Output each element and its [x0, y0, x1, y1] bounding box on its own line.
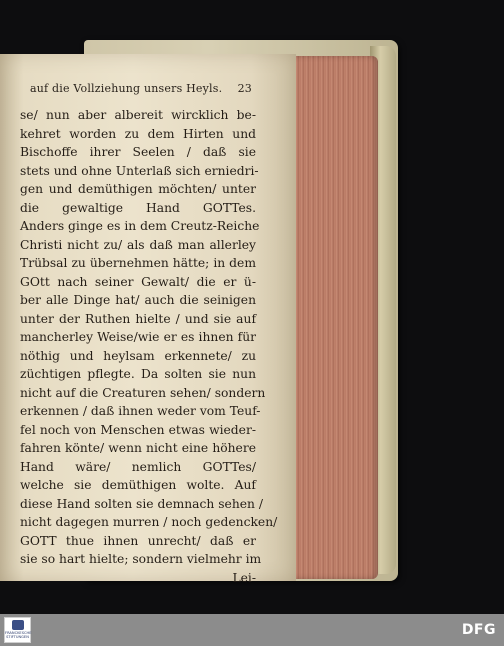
text-line: Bischoffe ihrer Seelen / daß sie — [20, 145, 256, 159]
text-line: fahren könte/ wenn nicht eine höhere — [20, 441, 256, 455]
text-line: Christi nicht zu/ als daß man allerley — [20, 237, 256, 252]
page-number: 23 — [237, 82, 252, 95]
dfg-logo[interactable]: DFG — [461, 622, 496, 638]
text-line: GOtt nach seiner Gewalt/ die er ü- — [20, 274, 256, 289]
text-line: nicht dagegen murren / noch gedencken/ — [20, 515, 278, 529]
library-logo-icon — [12, 620, 24, 630]
text-line: nicht auf die Creaturen sehen/ sondern — [20, 385, 266, 400]
text-line: GOTT thue ihnen unrecht/ daß er — [20, 533, 256, 548]
text-line: Anders ginge es in dem Creutz-Reiche — [20, 219, 260, 233]
viewer-footer — [0, 614, 504, 646]
text-line: die gewaltige Hand GOTTes. — [20, 200, 256, 215]
library-logo[interactable] — [4, 617, 31, 643]
text-line: erkennen / daß ihnen weder vom Teuf- — [20, 404, 261, 418]
running-head: auf die Vollziehung unsers Heyls. — [30, 82, 223, 95]
library-logo-text: FRANCKESCHE STIFTUNGEN — [5, 631, 32, 639]
book — [0, 40, 398, 585]
text-line: welche sie demüthigen wolte. Auf — [20, 478, 256, 492]
page-header — [30, 82, 250, 100]
text-line: gen und demüthigen möchten/ unter — [20, 182, 256, 196]
book-page — [0, 54, 296, 585]
text-line: züchtigen pflegte. Da solten sie nun — [20, 367, 256, 381]
text-line: mancherley Weise/wie er es ihnen für — [20, 330, 256, 344]
text-line: ber alle Dinge hat/ auch die seinigen — [20, 293, 256, 307]
text-line: nöthig und heylsam erkennete/ zu — [20, 348, 256, 363]
text-line: diese Hand solten sie demnach sehen / — [20, 496, 263, 511]
page-text — [20, 106, 278, 587]
text-line: se/ nun aber albereit wircklich be- — [20, 108, 256, 122]
text-line: sie so hart hielte; sondern vielmehr im — [20, 552, 262, 566]
page-edges — [290, 56, 378, 579]
text-line: Trübsal zu übernehmen hätte; in dem — [20, 256, 256, 270]
text-line: stets und ohne Unterlaß sich erniedri- — [20, 163, 259, 178]
text-line: fel noch von Menschen etwas wieder- — [20, 422, 256, 437]
text-line: kehret worden zu dem Hirten und — [20, 126, 256, 141]
text-line: Lei- — [232, 570, 256, 585]
text-line: unter der Ruthen hielte / und sie auf — [20, 311, 256, 326]
text-line: Hand wäre/ nemlich GOTTes/ — [20, 459, 256, 474]
